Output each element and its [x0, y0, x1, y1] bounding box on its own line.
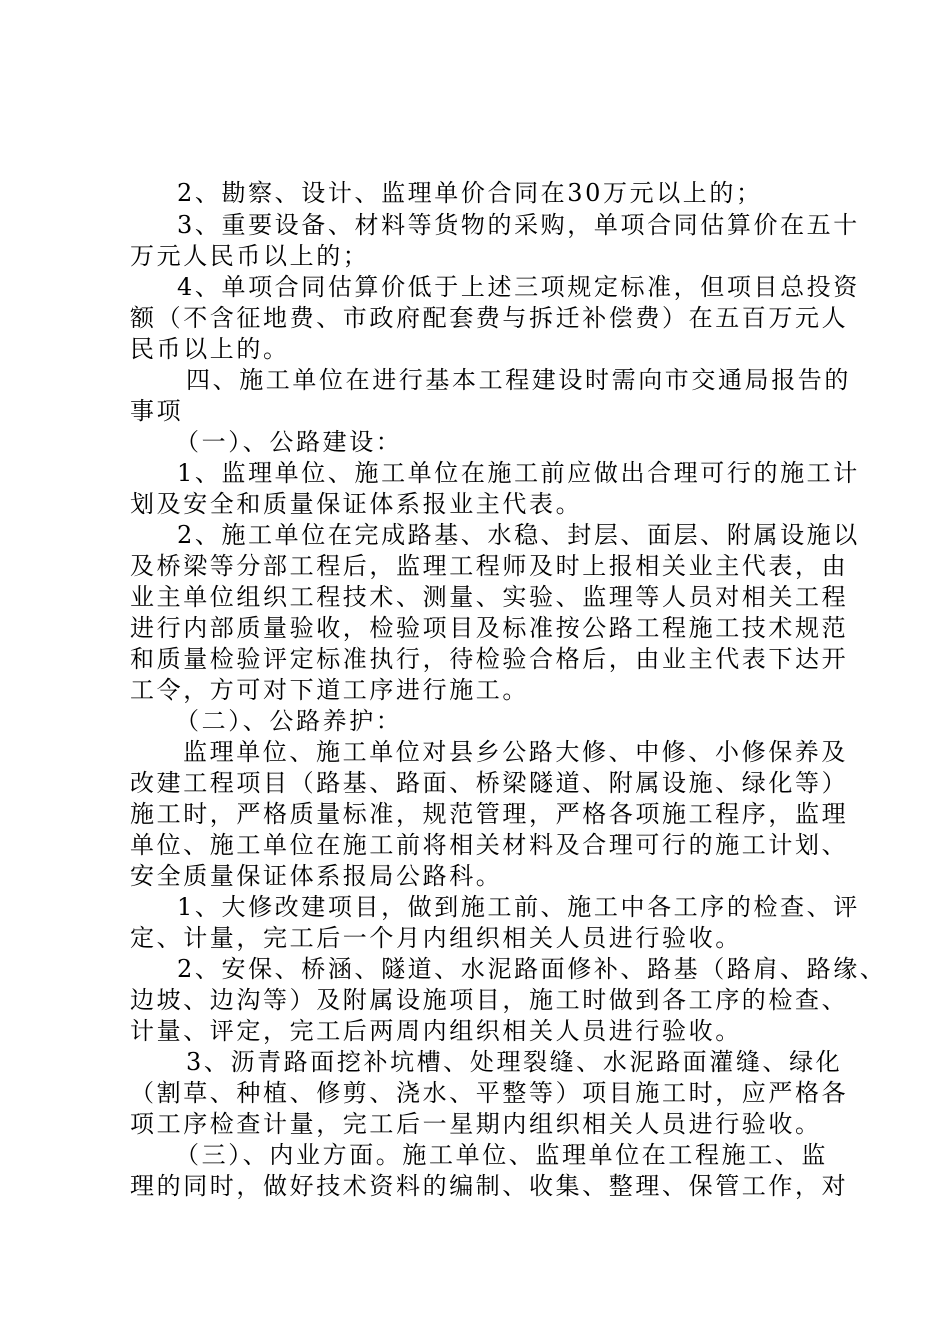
text-line: 额（不含征地费、市政府配套费与拆迁补偿费）在五百万元人	[130, 304, 849, 332]
text-line: 3、重要设备、材料等货物的采购，单项合同估算价在五十	[177, 211, 860, 239]
text-line: 边坡、边沟等）及附属设施项目，施工时做到各工序的检查、	[130, 986, 849, 1014]
text-line: 和质量检验评定标准执行，待检验合格后，由业主代表下达开	[130, 645, 849, 673]
text-line: 及桥梁等分部工程后，监理工程师及时上报相关业主代表，由	[130, 552, 849, 580]
text-line: 2、安保、桥涵、隧道、水泥路面修补、路基（路肩、路缘、	[177, 955, 887, 983]
text-line: 工令，方可对下道工序进行施工。	[130, 676, 529, 704]
text-line: 1、大修改建项目，做到施工前、施工中各工序的检查、评	[177, 893, 860, 921]
text-line: 项工序检查计量，完工后一星期内组织相关人员进行验收。	[130, 1110, 822, 1138]
section-heading: （三）、内业方面。施工单位、监理单位在工程施工、监	[175, 1141, 828, 1169]
text-line: 四、施工单位在进行基本工程建设时需向市交通局报告的	[186, 366, 851, 394]
text-line: 民币以上的。	[130, 335, 290, 363]
text-line: 4、单项合同估算价低于上述三项规定标准，但项目总投资	[177, 273, 860, 301]
section-heading: （二）、公路养护：	[175, 707, 403, 735]
text-line: 万元人民币以上的；	[130, 242, 370, 270]
text-line: 施工时，严格质量标准，规范管理，严格各项施工程序，监理	[130, 800, 849, 828]
text-line: 安全质量保证体系报局公路科。	[130, 862, 503, 890]
text-line: 计量、评定，完工后两周内组织相关人员进行验收。	[130, 1017, 742, 1045]
text-line: 改建工程项目（路基、路面、桥梁隧道、附属设施、绿化等）	[130, 769, 849, 797]
text-line: 事项	[130, 397, 184, 425]
text-line: 业主单位组织工程技术、测量、实验、监理等人员对相关工程	[130, 583, 849, 611]
text-line: 单位、施工单位在施工前将相关材料及合理可行的施工计划、	[130, 831, 849, 859]
text-line: 划及安全和质量保证体系报业主代表。	[130, 490, 583, 518]
text-line: （割草、种植、修剪、浇水、平整等）项目施工时，应严格各	[130, 1079, 849, 1107]
text-line: 进行内部质量验收，检验项目及标准按公路工程施工技术规范	[130, 614, 849, 642]
text-line: 2、施工单位在完成路基、水稳、封层、面层、附属设施以	[177, 521, 860, 549]
section-heading: （一）、公路建设：	[175, 428, 403, 456]
text-line: 理的同时，做好技术资料的编制、收集、整理、保管工作，对	[130, 1172, 849, 1200]
text-line: 2、勘察、设计、监理单价合同在30万元以上的；	[177, 179, 763, 207]
text-line: 定、计量，完工后一个月内组织相关人员进行验收。	[130, 924, 742, 952]
text-line: 1、监理单位、施工单位在施工前应做出合理可行的施工计	[177, 459, 860, 487]
text-line: 3、沥青路面挖补坑槽、处理裂缝、水泥路面灌缝、绿化	[186, 1048, 843, 1076]
text-line: 监理单位、施工单位对县乡公路大修、中修、小修保养及	[183, 738, 848, 766]
